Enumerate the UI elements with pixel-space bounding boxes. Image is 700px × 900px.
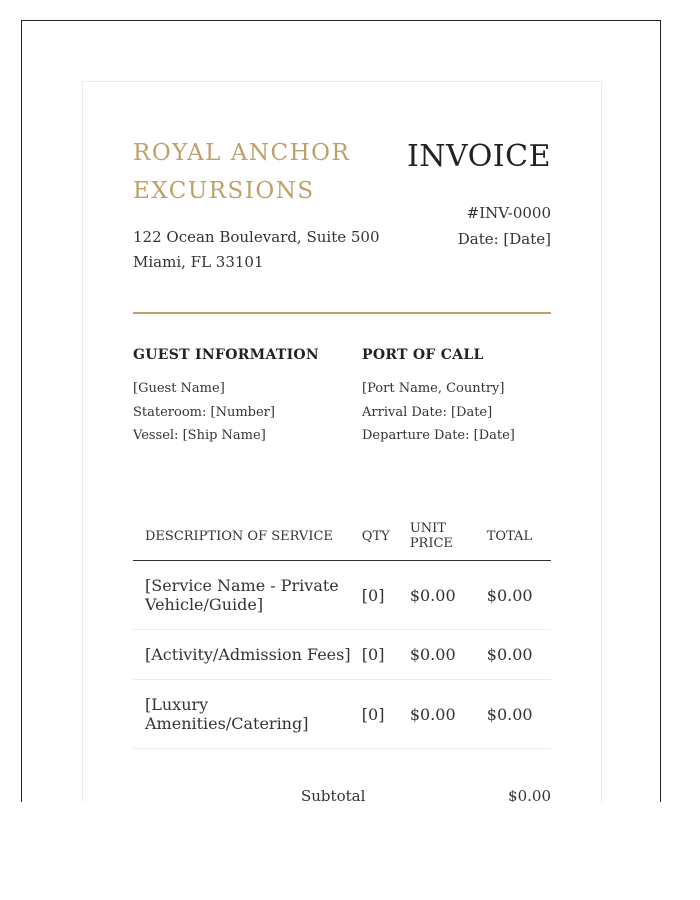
address-line1: 122 Ocean Boulevard, Suite 500 bbox=[133, 228, 380, 246]
header-unit-price bbox=[410, 512, 487, 561]
header-total: TOTAL bbox=[487, 512, 551, 561]
guest-vessel: Vessel: [Ship Name] bbox=[133, 428, 266, 443]
company-address bbox=[133, 225, 380, 275]
company-name-line2: EXCURSIONS bbox=[133, 178, 315, 204]
row-qty: [0] bbox=[362, 680, 410, 749]
invoice-number: #INV-0000 bbox=[466, 204, 551, 222]
row-description bbox=[133, 630, 362, 680]
guest-information bbox=[133, 345, 319, 448]
row-unit-price: $0.00 bbox=[410, 561, 487, 630]
header-description: DESCRIPTION OF SERVICE bbox=[133, 512, 362, 561]
company-name bbox=[133, 134, 393, 210]
table-header-row bbox=[133, 512, 551, 561]
row-qty: [0] bbox=[362, 561, 410, 630]
header-unit-price-line2: PRICE bbox=[409, 536, 453, 551]
subtotal-label: Subtotal bbox=[301, 787, 366, 802]
header-unit-price-line1: UNIT bbox=[409, 521, 446, 536]
port-arrival: Arrival Date: [Date] bbox=[362, 404, 493, 420]
row-description bbox=[133, 561, 362, 630]
services-table bbox=[133, 512, 551, 749]
row-description-line2: Amenities/Catering] bbox=[145, 714, 309, 733]
row-unit-price: $0.00 bbox=[410, 680, 487, 749]
row-description-line1: [Luxury bbox=[145, 695, 209, 714]
row-description-line1: [Activity/Admission Fees] bbox=[145, 645, 351, 664]
row-total: $0.00 bbox=[487, 561, 551, 630]
row-total: $0.00 bbox=[487, 680, 551, 749]
guest-name: [Guest Name] bbox=[133, 381, 225, 396]
port-departure: Departure Date: [Date] bbox=[362, 428, 515, 443]
company-name-line1: ROYAL ANCHOR bbox=[133, 140, 351, 166]
port-of-call bbox=[362, 345, 515, 448]
row-unit-price: $0.00 bbox=[410, 630, 487, 680]
port-heading: PORT OF CALL bbox=[362, 347, 484, 363]
row-description-line1: [Service Name - Private bbox=[145, 576, 339, 595]
table-row bbox=[133, 680, 551, 749]
table-row bbox=[133, 630, 551, 680]
row-description bbox=[133, 680, 362, 749]
row-qty: [0] bbox=[362, 630, 410, 680]
port-name: [Port Name, Country] bbox=[362, 381, 505, 396]
row-description-line2: Vehicle/Guide] bbox=[145, 595, 264, 614]
invoice-title: INVOICE bbox=[406, 139, 551, 174]
invoice-date: Date: [Date] bbox=[457, 230, 551, 248]
header-divider bbox=[133, 312, 551, 314]
invoice-meta bbox=[458, 200, 551, 252]
table-row bbox=[133, 561, 551, 630]
guest-stateroom: Stateroom: [Number] bbox=[133, 404, 275, 420]
header-qty: QTY bbox=[362, 512, 410, 561]
address-line2: Miami, FL 33101 bbox=[133, 253, 264, 271]
subtotal-value: $0.00 bbox=[508, 787, 551, 802]
invoice-sheet bbox=[82, 81, 602, 802]
page-frame bbox=[21, 20, 661, 802]
guest-heading: GUEST INFORMATION bbox=[133, 347, 320, 363]
row-total: $0.00 bbox=[487, 630, 551, 680]
